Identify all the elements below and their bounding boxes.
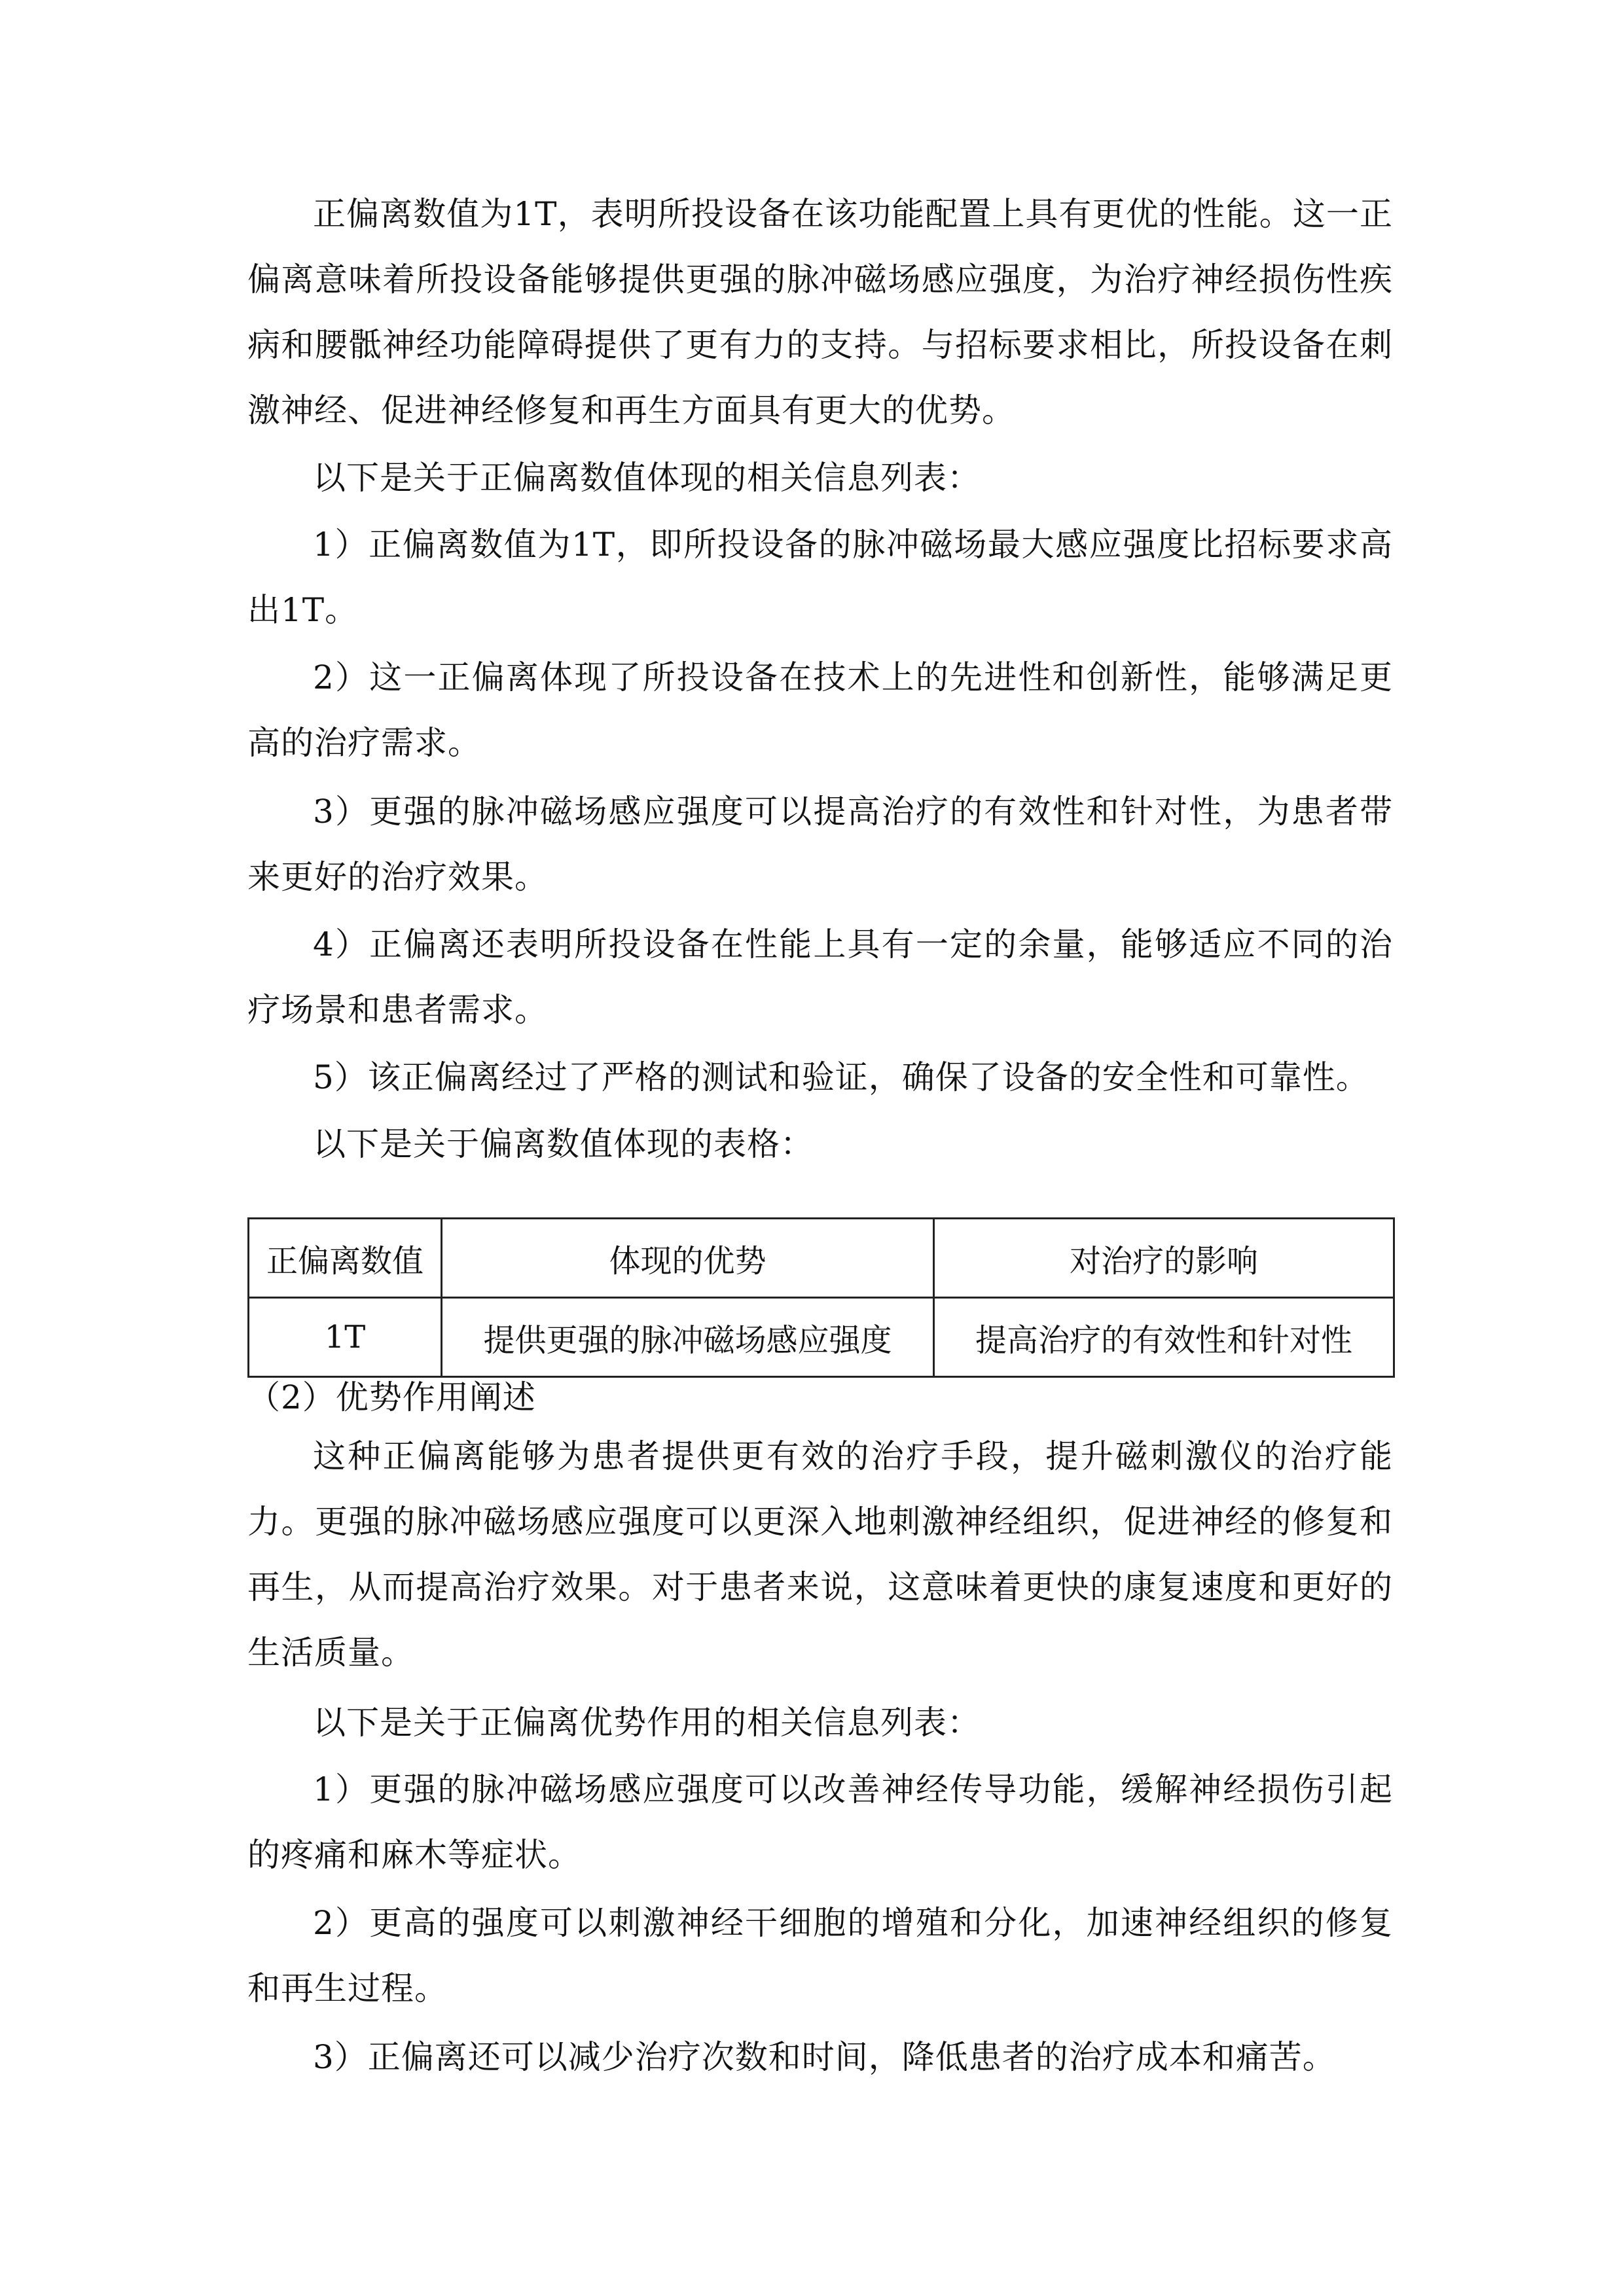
- table-header-cell: 体现的优势: [442, 1219, 934, 1298]
- paragraph-deviation-intro: 正偏离数值为1T，表明所投设备在该功能配置上具有更优的性能。这一正偏离意味着所投设备能够提供更强的脉冲磁场感应强度，为治疗神经损伤性疾病和腰骶神经功能障碍提供了更有力的支持。与招标要求相比，所投设备在刺激神经、促进神经修复和再生方面具有更大的优势。: [247, 195, 1393, 429]
- list-item-1: 1）正偏离数值为1T，即所投设备的脉冲磁场最大感应强度比招标要求高出1T。: [247, 526, 1393, 629]
- table-cell: 提高治疗的有效性和针对性: [934, 1298, 1394, 1377]
- deviation-table: [247, 1217, 1395, 1378]
- advantage-item-3: 3）正偏离还可以减少治疗次数和时间，降低患者的治疗成本和痛苦。: [313, 2038, 1336, 2076]
- table-row: [249, 1298, 1394, 1377]
- table-cell: 1T: [249, 1298, 442, 1377]
- table-header-cell: 正偏离数值: [249, 1219, 442, 1298]
- list-item-2: 2）这一正偏离体现了所投设备在技术上的先进性和创新性，能够满足更高的治疗需求。: [247, 658, 1393, 762]
- paragraph-table-intro: 以下是关于偏离数值体现的表格：: [313, 1125, 814, 1163]
- list-item-3: 3）更强的脉冲磁场感应强度可以提高治疗的有效性和针对性，为患者带来更好的治疗效果。: [247, 793, 1393, 896]
- list-item-4: 4）正偏离还表明所投设备在性能上具有一定的余量，能够适应不同的治疗场景和患者需求。: [247, 925, 1393, 1029]
- advantage-item-2: 2）更高的强度可以刺激神经干细胞的增殖和分化，加速神经组织的修复和再生过程。: [247, 1904, 1393, 2007]
- table-header-cell: 对治疗的影响: [934, 1219, 1394, 1298]
- paragraph-advantage-list-intro: 以下是关于正偏离优势作用的相关信息列表：: [313, 1704, 981, 1742]
- table-cell: 提供更强的脉冲磁场感应强度: [442, 1298, 934, 1377]
- table-header-row: [249, 1219, 1394, 1298]
- paragraph-list-intro: 以下是关于正偏离数值体现的相关信息列表：: [313, 459, 981, 497]
- section-heading: （2）优势作用阐述: [247, 1378, 536, 1416]
- paragraph-advantage-intro: 这种正偏离能够为患者提供更有效的治疗手段，提升磁刺激仪的治疗能力。更强的脉冲磁场感应强度可以更深入地刺激神经组织，促进神经的修复和再生，从而提高治疗效果。对于患者来说，这意味着更快的康复速度和更好的生活质量。: [247, 1437, 1393, 1672]
- advantage-item-1: 1）更强的脉冲磁场感应强度可以改善神经传导功能，缓解神经损伤引起的疼痛和麻木等症状。: [247, 1770, 1393, 1874]
- list-item-5: 5）该正偏离经过了严格的测试和验证，确保了设备的安全性和可靠性。: [313, 1058, 1369, 1096]
